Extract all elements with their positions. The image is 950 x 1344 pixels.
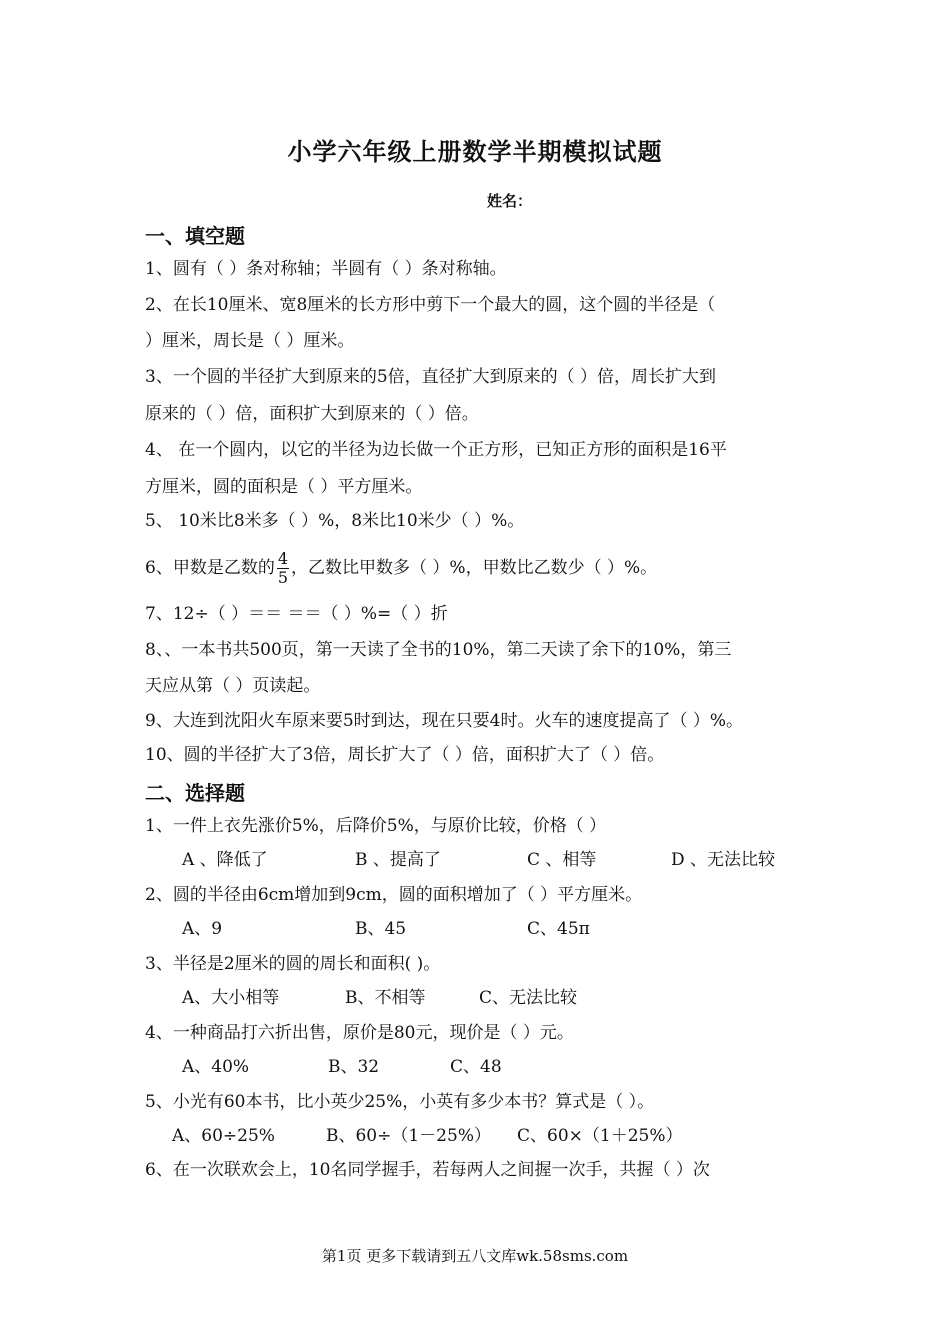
choice-option: A、9 xyxy=(182,919,223,939)
fraction-numerator: 4 xyxy=(277,549,289,568)
choice-option: D 、无法比较 xyxy=(671,850,776,870)
question-line: 1、圆有（ ）条对称轴；半圆有（ ）条对称轴。 xyxy=(145,259,507,279)
choice-option: C、48 xyxy=(450,1057,502,1077)
question-line: 方厘米，圆的面积是（ ）平方厘米。 xyxy=(145,477,423,497)
question-line: 9、大连到沈阳火车原来要5时到达，现在只要4时。火车的速度提高了（ ）%。 xyxy=(145,711,744,731)
choice-option: B、32 xyxy=(328,1057,380,1077)
question-line: 4、 在一个圆内，以它的半径为边长做一个正方形，已知正方形的面积是16平 xyxy=(145,440,727,460)
page-footer: 第1页 更多下载请到五八文库wk.58sms.com xyxy=(321,1247,629,1265)
question-line: 5、小光有60本书，比小英少25%，小英有多少本书？算式是（ ）。 xyxy=(145,1092,655,1112)
name-label: 姓名： xyxy=(487,192,533,210)
question-line: 6、在一次联欢会上，10名同学握手，若每两人之间握一次手，共握（ ）次 xyxy=(145,1160,710,1180)
question-line: ）厘米，周长是（ ）厘米。 xyxy=(145,331,355,351)
choice-option: B、不相等 xyxy=(345,988,426,1008)
question-line: 1、一件上衣先涨价5%，后降价5%，与原价比较，价格（ ） xyxy=(145,816,607,836)
section-heading-multiple-choice: 二、选择题 xyxy=(145,781,245,805)
fraction xyxy=(277,550,289,587)
choice-option: A、40% xyxy=(182,1057,250,1077)
section-heading-fill-blank: 一、填空题 xyxy=(145,224,245,248)
choice-option: B 、提高了 xyxy=(355,850,441,870)
choice-option: A 、降低了 xyxy=(182,850,268,870)
page-title: 小学六年级上册数学半期模拟试题 xyxy=(287,138,663,166)
fraction-denominator: 5 xyxy=(277,568,289,587)
choice-option: C 、相等 xyxy=(527,850,597,870)
q6-prefix: 6、甲数是乙数的 xyxy=(145,558,275,578)
q6-suffix: ，乙数比甲数多（ ）%，甲数比乙数少（ ）%。 xyxy=(291,558,658,578)
question-line: 5、 10米比8米多（ ）%，8米比10米少（ ）%。 xyxy=(145,511,525,531)
choice-option: A、大小相等 xyxy=(182,988,280,1008)
question-line: 2、圆的半径由6cm增加到9cm，圆的面积增加了（ ）平方厘米。 xyxy=(145,885,643,905)
question-line: 7、12÷（ ）＝＝ ＝＝（ ）%=（ ）折 xyxy=(145,604,448,624)
question-line: 3、一个圆的半径扩大到原来的5倍，直径扩大到原来的（ ）倍，周长扩大到 xyxy=(145,367,717,387)
question-line: 原来的（ ）倍，面积扩大到原来的（ ）倍。 xyxy=(145,404,479,424)
choice-option: C、无法比较 xyxy=(479,988,578,1008)
choice-option: B、45 xyxy=(355,919,407,939)
choice-option: A、60÷25% xyxy=(172,1126,275,1146)
question-line: 8、、一本书共500页，第一天读了全书的10%，第二天读了余下的10%，第三 xyxy=(145,640,732,660)
question-line: 2、在长10厘米、宽8厘米的长方形中剪下一个最大的圆，这个圆的半径是（ xyxy=(145,295,716,315)
question-line-fraction xyxy=(145,546,657,590)
choice-option: C、60×（1＋25%） xyxy=(517,1126,683,1146)
choice-option: B、60÷（1－25%） xyxy=(326,1126,491,1146)
question-line: 天应从第（ ）页读起。 xyxy=(145,676,321,696)
question-line: 4、一种商品打六折出售，原价是80元，现价是（ ）元。 xyxy=(145,1023,574,1043)
choice-option: C、45π xyxy=(527,919,590,939)
question-line: 10、圆的半径扩大了3倍，周长扩大了（ ）倍，面积扩大了（ ）倍。 xyxy=(145,745,665,765)
question-line: 3、半径是2厘米的圆的周长和面积( )。 xyxy=(145,954,441,974)
